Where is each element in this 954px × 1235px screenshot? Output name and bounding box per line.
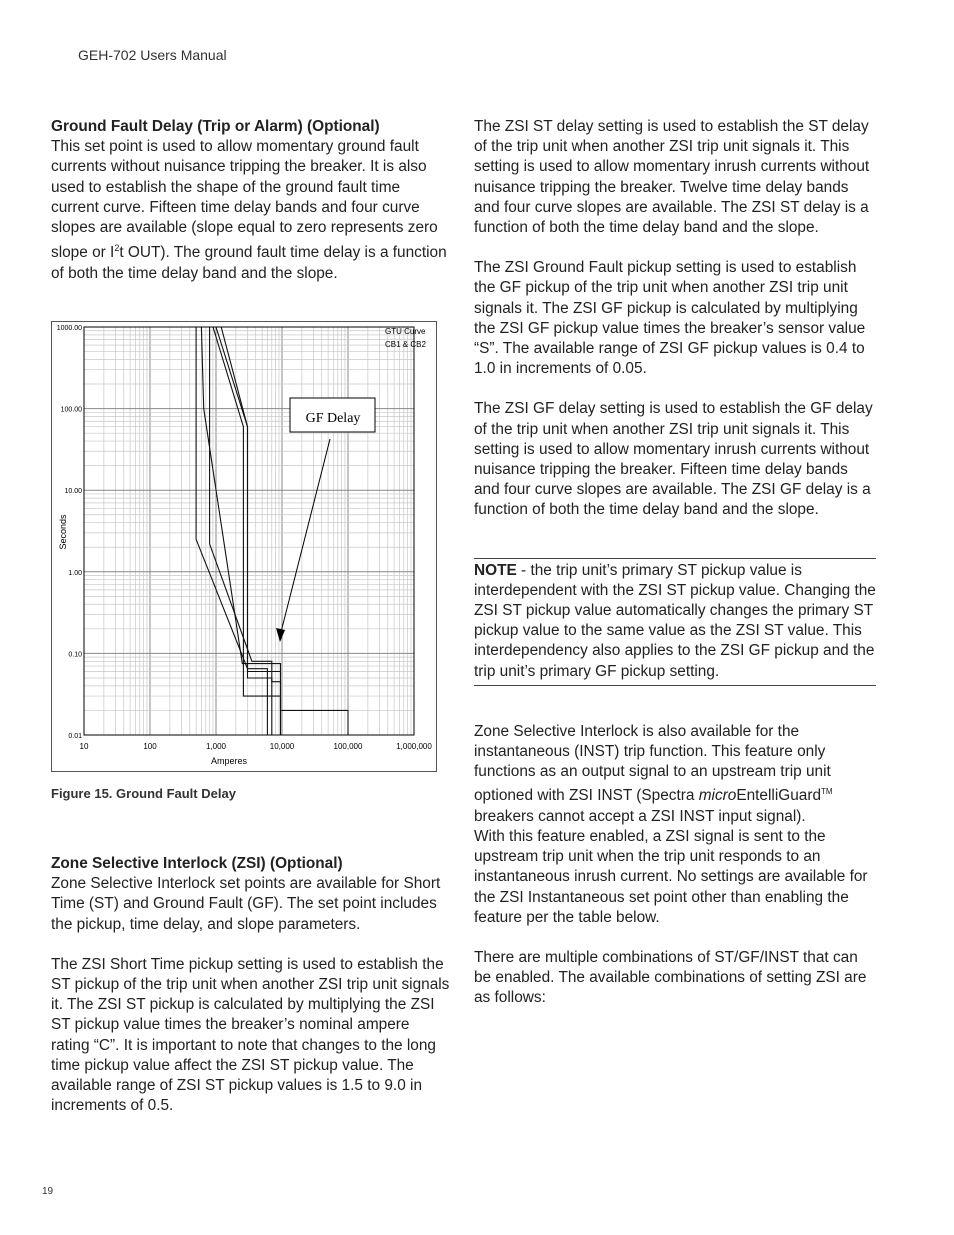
- left-column: [51, 117, 451, 284]
- y-axis-label: Seconds: [58, 514, 68, 550]
- zsi-paragraph-1: Zone Selective Interlock set points are available for Short Time (ST) and Ground Fault (GF). The set point includes the pickup, time delay, and slope parameters.: [51, 875, 441, 933]
- gf-delay-heading: Ground Fault Delay (Trip or Alarm) (Optional): [51, 118, 380, 135]
- note-label: NOTE: [474, 561, 517, 579]
- y-tick-label: 1000.00: [56, 325, 82, 332]
- zsi-combinations-paragraph: There are multiple combinations of ST/GF/INST that can be enabled. The available combinations of setting ZSI are as follows:: [474, 949, 867, 1007]
- gf-para-part-b: t OUT). The ground fault time delay is a function of both the time delay band and the slope.: [51, 244, 447, 282]
- chart-grid: [84, 327, 414, 735]
- chart-subtitle: CB1 & CB2: [385, 340, 426, 349]
- zsi-paragraph-2: The ZSI Short Time pickup setting is used to establish the ST pickup of the trip unit when another ZSI trip unit signals it. The ZSI ST pickup is calculated by multiplying the ZSI ST pickup value times the breaker’s nominal ampere rating “C”. It is important to note that changes to the long time pickup value affect the ZSI ST pickup value. The available range of ZSI ST pickup values is 1.5 to 9.0 in increments of 0.5.: [51, 955, 450, 1115]
- figure-caption: Figure 15. Ground Fault Delay: [51, 786, 236, 801]
- annotation-arrow-line: [280, 439, 330, 636]
- x-tick-label: 10: [79, 742, 89, 751]
- zsi-section: [51, 854, 451, 1116]
- x-tick-label: 100,000: [333, 742, 363, 751]
- curve-series-2: [210, 327, 281, 735]
- zsi-heading: Zone Selective Interlock (ZSI) (Optional): [51, 855, 343, 872]
- running-header: GEH-702 Users Manual: [78, 47, 227, 63]
- zsi-inst-text-a: Zone Selective Interlock is also available for the instantaneous (INST) trip function. This feature only functions as an output signal to an upstream trip unit optioned with ZSI INST (Spectra: [474, 722, 831, 805]
- plot-frame: [84, 327, 414, 735]
- x-tick-label: 100: [143, 742, 157, 751]
- y-tick-label: 0.01: [68, 733, 82, 740]
- zsi-gf-pickup-paragraph: The ZSI Ground Fault pickup setting is used to establish the GF pickup of the trip unit when another ZSI trip unit signals it. The ZSI GF pickup is calculated by multiplying the ZSI GF pickup value times the breaker’s sensor value “S”. The available range of ZSI GF pickup values is 0.4 to 1.0 in increments of 0.05.: [474, 259, 866, 378]
- zsi-inst-micro: micro: [698, 787, 737, 805]
- page-number: 19: [42, 1186, 54, 1197]
- ground-fault-delay-figure: [51, 321, 437, 772]
- zsi-inst-entelliguard: EntelliGuard: [736, 787, 822, 805]
- annotation-label: GF Delay: [305, 411, 361, 426]
- gf-delay-paragraph: [51, 137, 451, 284]
- zsi-st-delay-paragraph: The ZSI ST delay setting is used to establish the ST delay of the trip unit when another ZSI trip unit signals it. This setting is used to allow momentary inrush currents without nuisance tripping the breaker. Twelve time delay bands and four curve slopes are available. The ZSI ST delay is a function of both the time delay band and the slope.: [474, 118, 870, 237]
- curve-series-4: [216, 327, 281, 672]
- curve-series-1: [201, 327, 348, 735]
- zsi-gf-delay-paragraph: The ZSI GF delay setting is used to establish the GF delay of the trip unit when another ZSI trip unit signals it. This setting is used to allow momentary inrush currents without nuisance tripping the breaker. Fifteen time delay bands and four curve slopes are available. The ZSI GF delay is a function of both the time delay band and the slope.: [474, 400, 873, 519]
- gf-para-superscript: 2: [114, 243, 120, 254]
- right-column: [474, 117, 876, 1009]
- curve-series-5: [221, 327, 272, 735]
- y-tick-label: 100.00: [60, 406, 82, 414]
- note-paragraph: [474, 561, 876, 682]
- chart-title: GTU Curve: [385, 327, 426, 336]
- y-tick-label: 0.10: [68, 651, 82, 659]
- note-text: - the trip unit’s primary ST pickup value is interdependent with the ZSI ST pickup value. Changing the ZSI ST pickup value automatically changes the primary ST pickup value to the same value as the ZSI ST value. This interdependency also applies to the ZSI GF pickup and the trip unit’s primary GF pickup setting.: [474, 561, 876, 680]
- gf-para-part-a: This set point is used to allow momentary ground fault currents without nuisance tripping the breaker. It is also used to establish the shape of the ground fault time current curve. Fifteen time delay bands and four curve slopes are available (slope equal to zero represents zero slope or I: [51, 138, 438, 262]
- x-tick-label: 1,000: [205, 742, 227, 751]
- y-tick-label: 1.00: [68, 569, 82, 577]
- x-axis-label: Amperes: [210, 756, 248, 766]
- y-tick-label: 10.00: [64, 488, 82, 496]
- trademark: TM: [821, 787, 833, 797]
- annotation-arrowhead: [276, 628, 285, 642]
- zsi-inst-text-d: With this feature enabled, a ZSI signal is sent to the upstream trip unit when the trip unit responds to an instantaneous inrush current. No settings are available for the ZSI Instantaneous set point other than enabling the feature per the table below.: [474, 828, 868, 926]
- curve-series-3: [213, 327, 281, 735]
- zsi-inst-text-c: breakers cannot accept a ZSI INST input signal).: [474, 807, 806, 825]
- x-tick-labels: [80, 742, 433, 751]
- x-tick-label: 1,000,000: [396, 742, 432, 751]
- zsi-inst-paragraph: [474, 722, 876, 928]
- time-current-chart: [52, 322, 436, 771]
- note-box: [474, 558, 876, 686]
- x-tick-label: 10,000: [269, 742, 295, 751]
